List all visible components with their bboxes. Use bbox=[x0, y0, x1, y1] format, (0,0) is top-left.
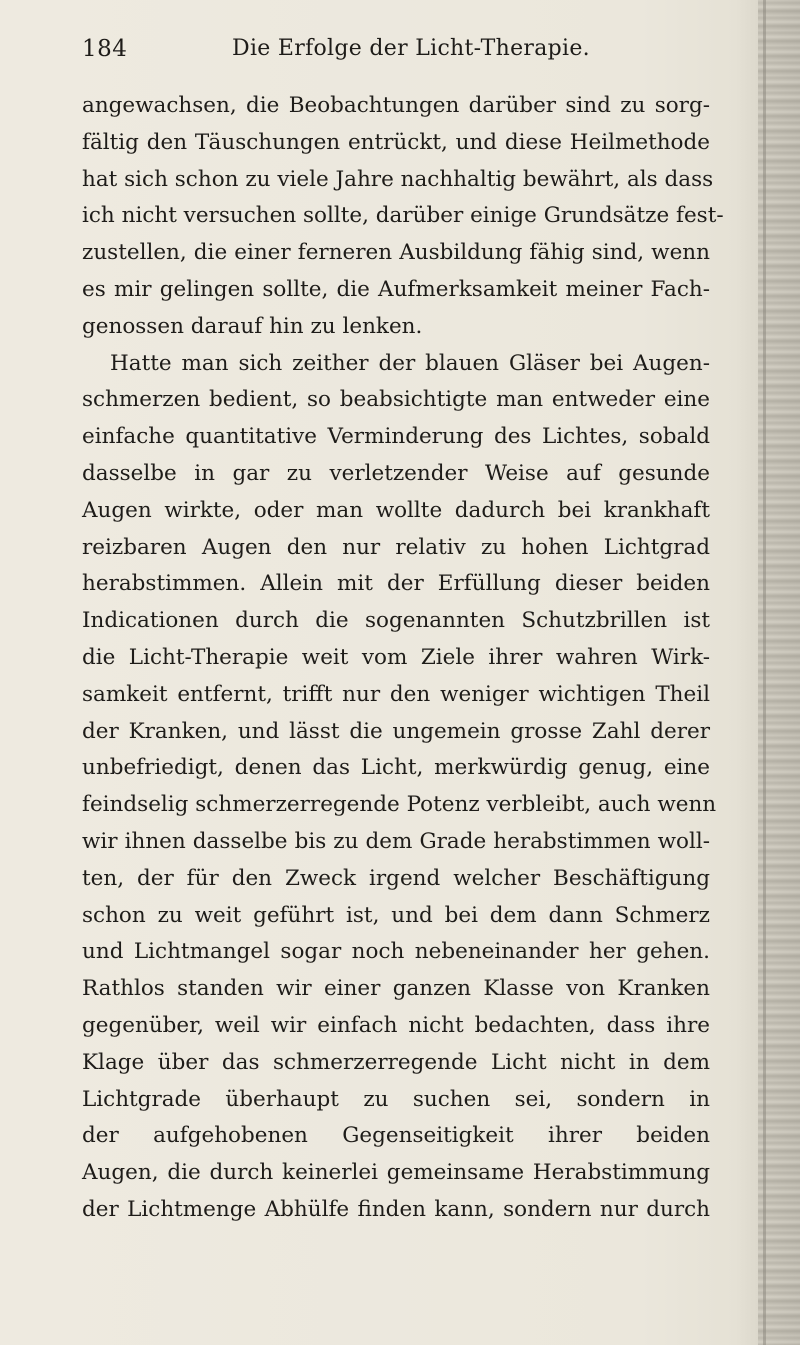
text-line: herabstimmen. Allein mit der Erfüllung dieser beiden bbox=[82, 571, 710, 597]
text-line: und Lichtmangel sogar noch nebeneinander her gehen. bbox=[82, 939, 710, 965]
text-line: die Licht-Therapie weit vom Ziele ihrer wahren Wirk- bbox=[82, 644, 710, 670]
text-line: ten, der für den Zweck irgend welcher Beschäftigung bbox=[82, 865, 710, 891]
text-line: der Lichtmenge Abhülfe finden kann, sondern nur durch bbox=[82, 1196, 710, 1222]
text-line: Rathlos standen wir einer ganzen Klasse von Kranken bbox=[82, 976, 710, 1002]
text-line: Indicationen durch die sogenannten Schutzbrillen ist bbox=[82, 608, 710, 634]
text-line: feindselig schmerzerregende Potenz verbleibt, auch wenn bbox=[82, 792, 717, 818]
page-number: 184 bbox=[82, 36, 128, 62]
body-text bbox=[82, 88, 724, 1229]
text-line: reizbaren Augen den nur relativ zu hohen Lichtgrad bbox=[82, 534, 710, 560]
text-line: dasselbe in gar zu verletzender Weise auf gesunde bbox=[82, 460, 710, 486]
text-line: angewachsen, die Beobachtungen darüber sind zu sorg- bbox=[82, 93, 710, 118]
text-line: Lichtgrade überhaupt zu suchen sei, sondern in bbox=[82, 1086, 710, 1112]
text-line: samkeit entfernt, trifft nur den weniger wichtigen Theil bbox=[82, 681, 710, 707]
text-line: genossen darauf hin zu lenken. bbox=[82, 313, 423, 339]
text-line: gegenüber, weil wir einfach nicht bedachten, dass ihre bbox=[82, 1012, 710, 1038]
text-line: einfache quantitative Verminderung des Lichtes, sobald bbox=[82, 424, 710, 450]
text-line: ich nicht versuchen sollte, darüber einige Grundsätze fest- bbox=[82, 203, 724, 229]
text-line: der aufgehobenen Gegenseitigkeit ihrer beiden bbox=[82, 1123, 710, 1149]
text-line: unbefriedigt, denen das Licht, merkwürdig genug, eine bbox=[82, 755, 710, 781]
text-line: wir ihnen dasselbe bis zu dem Grade herabstimmen woll- bbox=[82, 828, 710, 854]
page-header bbox=[82, 36, 722, 66]
text-line: Hatte man sich zeither der blauen Gläser bei Augen- bbox=[110, 350, 710, 376]
text-line: fältig den Täuschungen entrückt, und diese Heilmethode bbox=[82, 129, 710, 155]
text-line: Augen, die durch keinerlei gemeinsame Herabstimmung bbox=[82, 1160, 710, 1186]
text-line: der Kranken, und lässt die ungemein grosse Zahl derer bbox=[82, 718, 710, 744]
text-line: hat sich schon zu viele Jahre nachhaltig bewährt, als dass bbox=[82, 166, 714, 192]
page-binding-edge bbox=[763, 0, 766, 1345]
text-line: Augen wirkte, oder man wollte dadurch bei krankhaft bbox=[82, 497, 710, 523]
running-title: Die Erfolge der Licht-Therapie. bbox=[232, 36, 590, 61]
text-line: zustellen, die einer ferneren Ausbildung fähig sind, wenn bbox=[82, 240, 710, 266]
text-line: schmerzen bedient, so beabsichtigte man entweder eine bbox=[82, 387, 710, 413]
text-line: Klage über das schmerzerregende Licht nicht in dem bbox=[82, 1049, 710, 1075]
text-line: schon zu weit geführt ist, und bei dem dann Schmerz bbox=[82, 902, 710, 928]
text-line: es mir gelingen sollte, die Aufmerksamkeit meiner Fach- bbox=[82, 276, 710, 302]
